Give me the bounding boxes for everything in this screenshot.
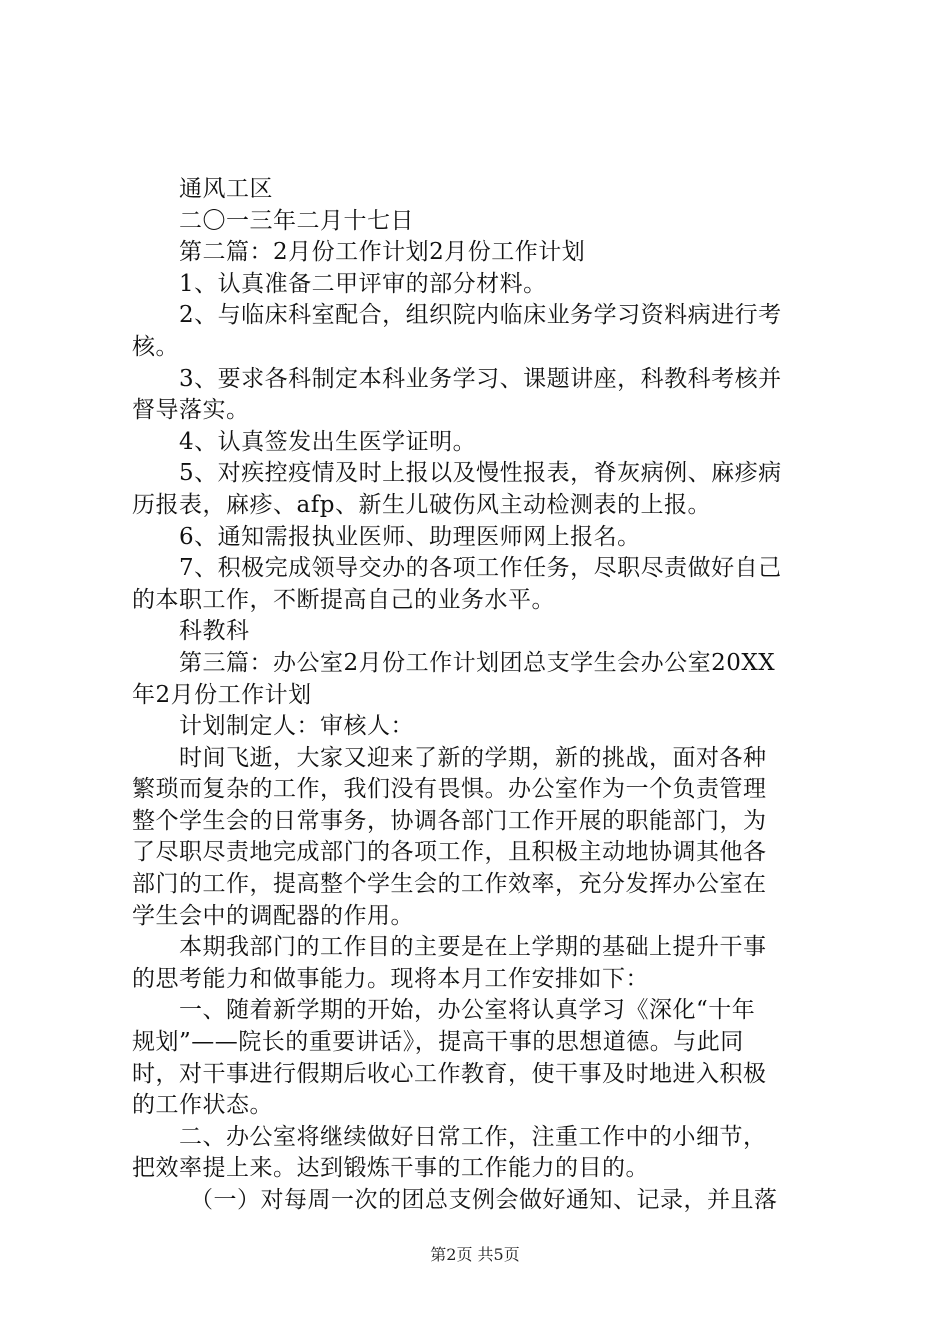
text-line: 第三篇：办公室2月份工作计划团总支学生会办公室20XX bbox=[179, 649, 776, 676]
text-line: 繁琐而复杂的工作，我们没有畏惧。办公室作为一个负责管理 bbox=[132, 776, 767, 803]
text-line: 计划制定人：审核人： bbox=[179, 713, 414, 740]
text-line: 通风工区 bbox=[179, 176, 273, 202]
text-line: 年2月份工作计划 bbox=[132, 681, 312, 708]
text-line: 整个学生会的日常事务，协调各部门工作开展的职能部门，为 bbox=[132, 807, 767, 834]
text-line: 部门的工作，提高整个学生会的工作效率，充分发挥办公室在 bbox=[132, 871, 767, 898]
text-line: 科教科 bbox=[179, 618, 250, 645]
text-line: 的工作状态。 bbox=[132, 1092, 273, 1119]
text-line: 规划”——院长的重要讲话》，提高干事的思想道德。与此同 bbox=[132, 1029, 744, 1056]
text-line: 的本职工作，不断提高自己的业务水平。 bbox=[132, 586, 555, 613]
text-line: 6、通知需报执业医师、助理医师网上报名。 bbox=[179, 523, 641, 550]
text-line: 核。 bbox=[132, 333, 179, 360]
text-line: 督导落实。 bbox=[132, 397, 250, 424]
page-footer: 第2页 共5页 bbox=[430, 1245, 520, 1264]
text-line: 时，对干事进行假期后收心工作教育，使干事及时地进入积极 bbox=[132, 1060, 767, 1087]
text-line: 把效率提上来。达到锻炼干事的工作能力的目的。 bbox=[132, 1155, 649, 1182]
text-line: 1、认真准备二甲评审的部分材料。 bbox=[179, 270, 547, 297]
text-line: 学生会中的调配器的作用。 bbox=[132, 902, 414, 929]
text-line: 了尽职尽责地完成部门的各项工作，且积极主动地协调其他各 bbox=[132, 839, 767, 866]
text-line: 时间飞逝，大家又迎来了新的学期，新的挑战，面对各种 bbox=[179, 744, 767, 771]
text-line: 2、与临床科室配合，组织院内临床业务学习资料病进行考 bbox=[179, 302, 782, 329]
text-line: 二〇一三年二月十七日 bbox=[179, 207, 414, 234]
text-line: 的思考能力和做事能力。现将本月工作安排如下： bbox=[132, 965, 649, 992]
text-line: 5、对疾控疫情及时上报以及慢性报表，脊灰病例、麻疹病 bbox=[179, 460, 782, 487]
text-line: 二、办公室将继续做好日常工作，注重工作中的小细节， bbox=[179, 1123, 767, 1150]
text-line: 3、要求各科制定本科业务学习、课题讲座，科教科考核并 bbox=[179, 365, 782, 392]
text-line: 7、积极完成领导交办的各项工作任务，尽职尽责做好自己 bbox=[179, 555, 782, 582]
text-line: 第二篇：2月份工作计划2月份工作计划 bbox=[179, 239, 586, 266]
text-line: （一）对每周一次的团总支例会做好通知、记录，并且落 bbox=[190, 1187, 778, 1213]
text-line: 一、随着新学期的开始，办公室将认真学习《深化“十年 bbox=[179, 997, 756, 1024]
text-line: 4、认真签发出生医学证明。 bbox=[179, 428, 477, 455]
text-line: 本期我部门的工作目的主要是在上学期的基础上提升干事 bbox=[179, 934, 767, 961]
text-line: 历报表，麻疹、afp、新生儿破伤风主动检测表的上报。 bbox=[132, 491, 711, 518]
document-body bbox=[132, 174, 832, 1217]
